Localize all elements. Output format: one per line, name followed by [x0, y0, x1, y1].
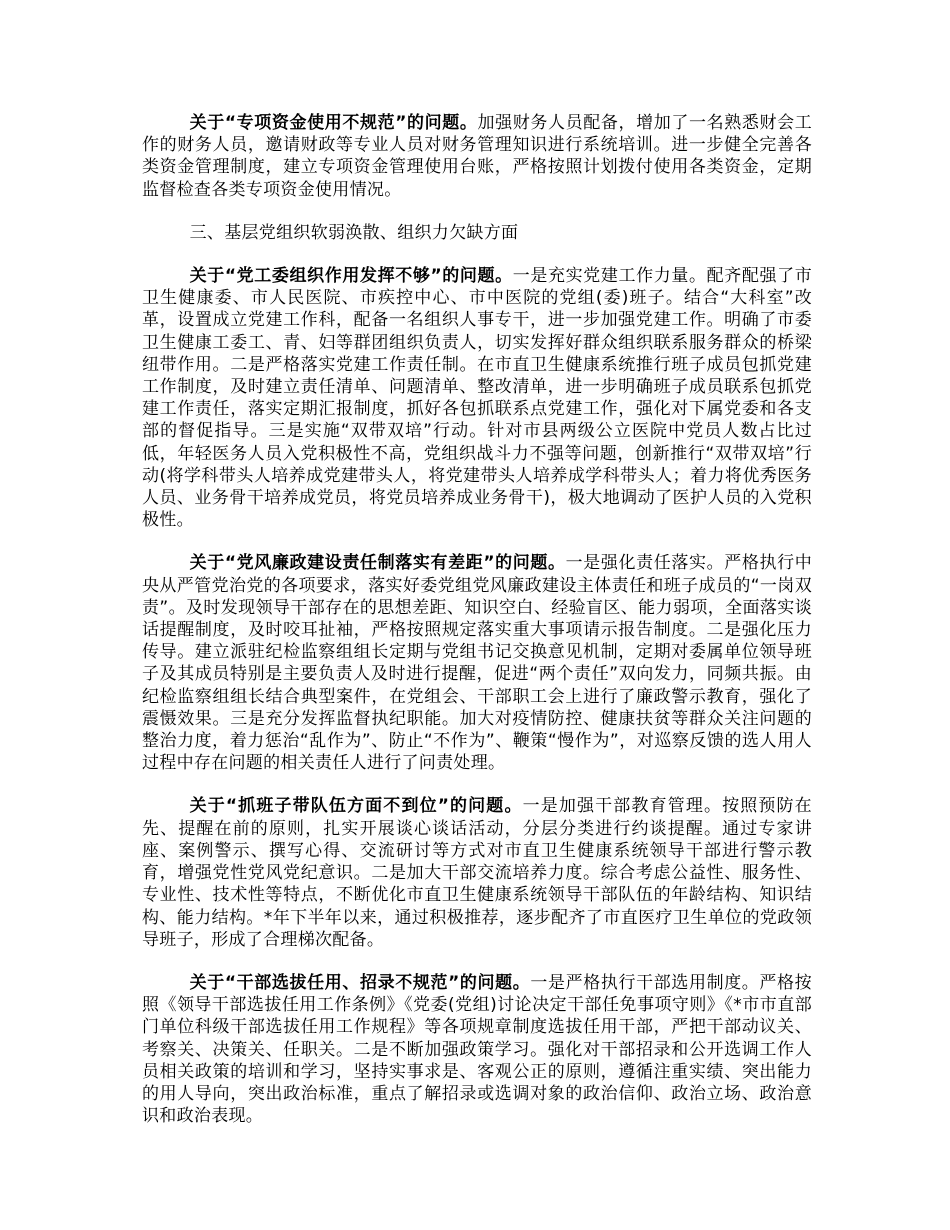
paragraph-text: 一是加强干部教育管理。按照预防在先、提醒在前的原则，扎实开展谈心谈话活动，分层分类进行约谈提醒。通过专家讲座、案例警示、撰写心得、交流研讨等方式对市直卫生健康系统领导干部进行警示教育，增强党性党风党纪意识。二是加大干部交流培养力度。综合考虑公益性、服务性、专业性、技术性等特点，不断优化市直卫生健康系统领导干部队伍的年龄结构、知识结构、能力结构。*年下半年以来，通过积极推荐，逐步配齐了市直医疗卫生单位的党政领导班子，形成了合理梯次配备。 [142, 796, 812, 950]
paragraph-lead: 关于“专项资金使用不规范”的问题。 [189, 113, 478, 133]
document-body [142, 112, 812, 1148]
paragraph-lead: 关于“抓班子带队伍方面不到位”的问题。 [189, 796, 523, 817]
paragraph-team-building [142, 795, 812, 950]
paragraph-text: 一是充实党建工作力量。配齐配强了市卫生健康委、市人民医院、市疾控中心、市中医院的党组(委)班子。结合“大科室”改革，设置成立党建工作科，配备一名组织人事专干，进一步加强党建工作。明确了市委卫生健康工委工、青、妇等群团组织负责人，切实发挥好群众组织联系服务群众的桥梁纽带作用。二是严格落实党建工作责任制。在市直卫生健康系统推行班子成员包抓党建工作制度，及时建立责任清单、问题清单、整改清单，进一步明确班子成员联系包抓党建工作责任，落实定期汇报制度，抓好各包抓联系点党建工作，强化对下属党委和各支部的督促指导。三是实施“双带双培”行动。针对市县两级公立医院中党员人数占比过低，年轻医务人员入党积极性不高，党组织战斗力不强等问题，创新推行“双带双培”行动(将学科带头人培养成党建带头人，将党建带头人培养成学科带头人；着力将优秀医务人员、业务骨干培养成党员，将党员培养成业务骨干)，极大地调动了医护人员的入党积极性。 [142, 266, 812, 531]
paragraph-party-committee [142, 265, 812, 531]
paragraph-lead: 关于“党风廉政建设责任制落实有差距”的问题。 [189, 553, 566, 574]
section-heading: 三、基层党组织软弱涣散、组织力欠缺方面 [189, 222, 519, 243]
paragraph-special-funds [142, 112, 812, 201]
paragraph-clean-government [142, 552, 812, 774]
paragraph-text: 一是严格执行干部选用制度。严格按照《领导干部选拔任用工作条例》《党委(党组)讨论决定干部任免事项守则》《*市市直部门单位科级干部选拔任用工作规程》等各项规章制度选拔任用干部，严把干部动议关、考察关、决策关、任职关。二是不断加强政策学习。强化对干部招录和公开选调工作人员相关政策的培训和学习，坚持实事求是、客观公正的原则，遵循注重实绩、突出能力的用人导向，突出政治标准，重点了解招录或选调对象的政治信仰、政治立场、政治意识和政治表现。 [142, 972, 812, 1127]
paragraph-lead: 关于“干部选拔任用、招录不规范”的问题。 [189, 972, 531, 993]
paragraph-text: 加强财务人员配备，增加了一名熟悉财会工作的财务人员，邀请财政等专业人员对财务管理知识进行系统培训。进一步健全完善各类资金管理制度，建立专项资金管理使用台账，严格按照计划拨付使用各类资金，定期监督检查各类专项资金使用情况。 [142, 113, 813, 200]
paragraph-cadre-selection [142, 972, 812, 1127]
paragraph-lead: 关于“党工委组织作用发挥不够”的问题。 [189, 266, 513, 287]
paragraph-text: 一是强化责任落实。严格执行中央从严管党治党的各项要求，落实好委党组党风廉政建设主体责任和班子成员的“一岗双责”。及时发现领导干部存在的思想差距、知识空白、经验盲区、能力弱项，全面落实谈话提醒制度，及时咬耳扯袖，严格按照规定落实重大事项请示报告制度。二是强化压力传导。建立派驻纪检监察组组长定期与党组书记交换意见机制，定期对委属单位领导班子及其成员特别是主要负责人及时进行提醒，促进“两个责任”双向发力，同频共振。由纪检监察组组长结合典型案件，在党组会、干部职工会上进行了廉政警示教育，强化了震慑效果。三是充分发挥监督执纪职能。加大对疫情防控、健康扶贫等群众关注问题的整治力度，着力惩治“乱作为”、防止“不作为”、鞭策“慢作为”，对巡察反馈的选人用人过程中存在问题的相关责任人进行了问责处理。 [142, 553, 813, 774]
